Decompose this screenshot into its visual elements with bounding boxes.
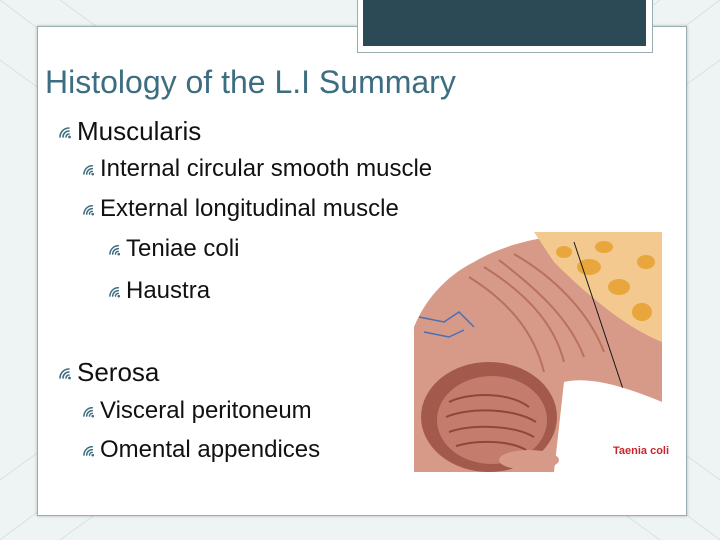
bullet-external-longitudinal — [81, 195, 399, 223]
large-intestine-illustration — [414, 232, 662, 472]
bullet-teniae-coli — [107, 235, 239, 263]
bullet-text: Teniae coli — [126, 235, 240, 262]
bullet-omental-appendices — [81, 436, 320, 464]
bullet-text: Serosa — [77, 357, 160, 387]
wifi-arc-bullet-icon — [81, 163, 98, 176]
wifi-arc-bullet-icon — [81, 405, 98, 418]
wifi-arc-bullet-icon — [81, 444, 98, 457]
bullet-text: Internal circular smooth muscle — [100, 155, 433, 182]
bullet-text: Visceral peritoneum — [100, 397, 312, 424]
wifi-arc-bullet-icon — [107, 243, 124, 256]
bullet-text: Omental appendices — [100, 436, 321, 463]
wifi-arc-bullet-icon — [81, 203, 98, 216]
bullet-muscularis — [57, 116, 201, 147]
figure-label-taenia-coli: Taenia coli — [613, 445, 670, 457]
bullet-text: Haustra — [126, 277, 211, 304]
wifi-arc-bullet-icon — [107, 285, 124, 298]
bullet-text: External longitudinal muscle — [100, 195, 399, 222]
slide-title: Histology of the L.I Summary — [45, 64, 456, 100]
bullet-haustra — [107, 277, 210, 305]
title-tab-decoration — [357, 0, 653, 53]
bullet-text: Muscularis — [77, 116, 202, 146]
bullet-internal-circular — [81, 155, 432, 183]
bullet-visceral-peritoneum — [81, 397, 312, 425]
bullet-serosa — [57, 357, 159, 388]
wifi-arc-bullet-icon — [57, 366, 75, 380]
wifi-arc-bullet-icon — [57, 125, 75, 139]
title-tab-fill — [363, 0, 646, 46]
